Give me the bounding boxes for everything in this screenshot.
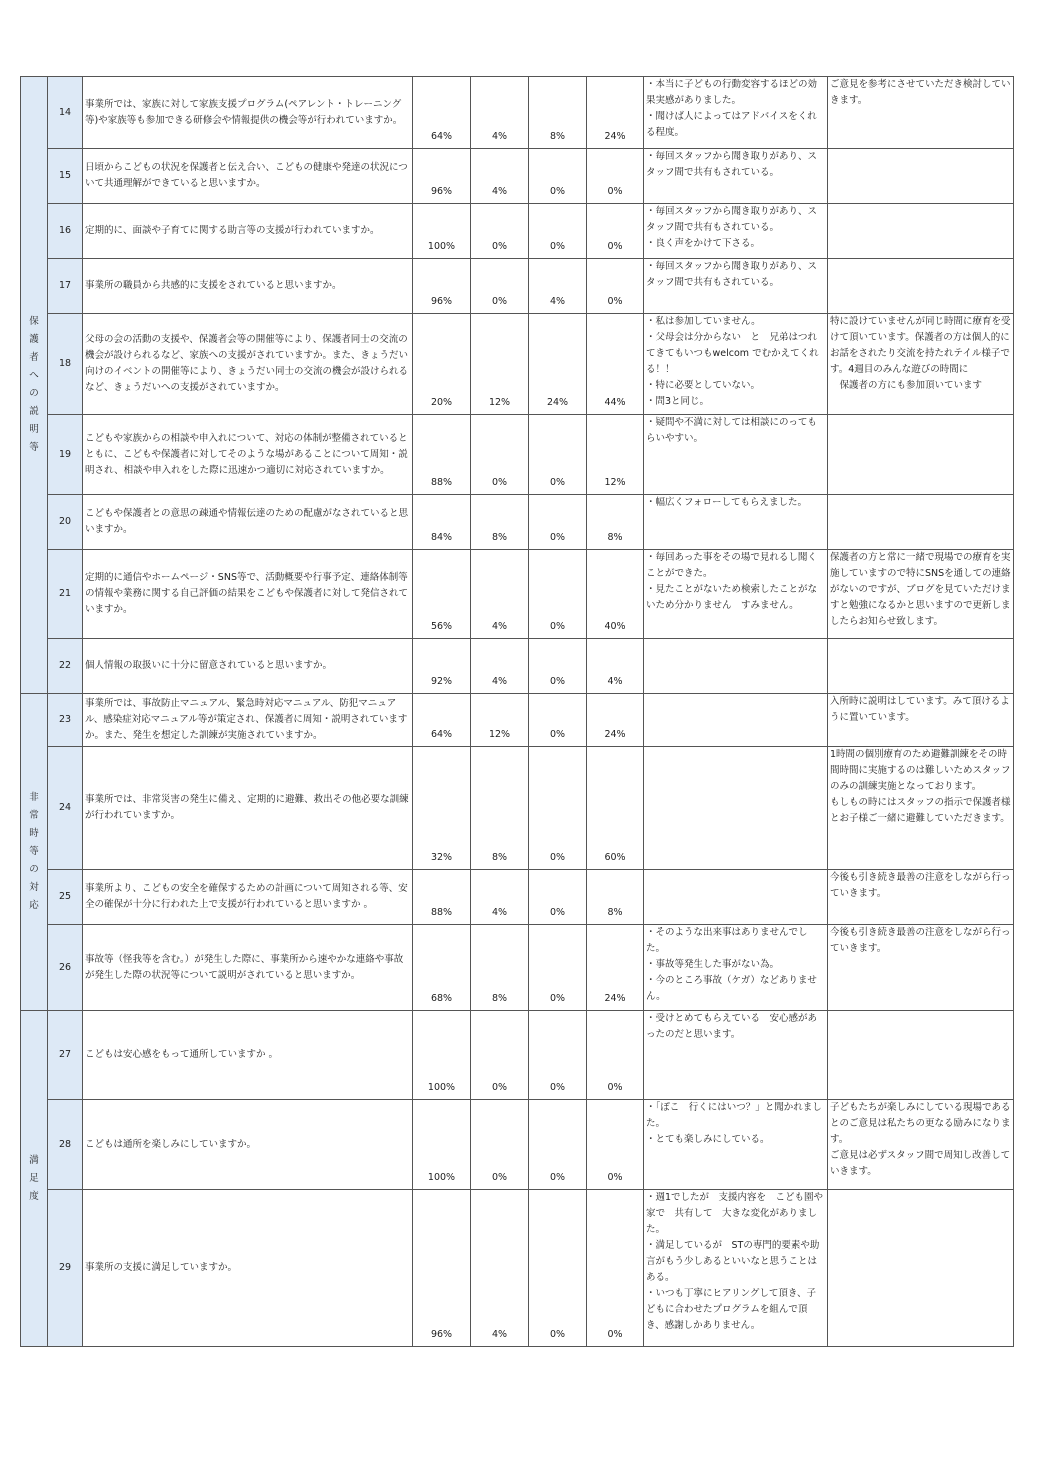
facility-response-cell — [828, 1100, 1014, 1190]
facility-response: 1時間の個別療育のため避難訓練をその時間時間に実施するのは難しいためスタッフのみの訓練実施となっております。 もしもの時にはスタッフの指示で保護者様とお子様ご一緒に避難していただきます。 — [830, 749, 1011, 824]
parent-opinion: ・受けとめてもらえている 安心感があったのだと思います。 — [646, 1013, 818, 1040]
facility-response-cell — [828, 259, 1014, 314]
parent-opinion: ・そのような出来事はありませんでした。 ・事故等発生した事がない為。 ・今のところ事故（ケガ）などありません。 — [646, 927, 817, 1002]
percentage-p3: 0% — [529, 1011, 587, 1100]
table-row — [21, 77, 1014, 149]
item-number: 24 — [48, 747, 83, 870]
facility-response: 今後も引き続き最善の注意をしながら行っていきます。 — [830, 872, 1011, 899]
percentage-p4: 8% — [587, 870, 644, 925]
table-row — [21, 1190, 1014, 1347]
percentage-p2: 4% — [471, 1190, 529, 1347]
percentage-p1: 96% — [413, 1190, 471, 1347]
parent-opinion: ・毎回スタッフから聞き取りがあり、スタッフ間で共有もされている。 — [646, 261, 818, 288]
category-label: 非常時等の対応 — [29, 792, 39, 911]
parent-opinion-cell — [644, 495, 828, 550]
percentage-p3: 0% — [529, 1100, 587, 1190]
facility-response-cell — [828, 1190, 1014, 1347]
percentage-p4: 0% — [587, 1190, 644, 1347]
percentage-p4: 40% — [587, 550, 644, 639]
parent-opinion-cell — [644, 1100, 828, 1190]
table-row — [21, 149, 1014, 204]
facility-response: 保護者の方と常に一緒で現場での療育を実施していますので特にSNSを通しての連絡がないのですが、ブログを見ていただけますと勉強になるかと思いますので更新しましたらお知らせ致します。 — [830, 552, 1011, 627]
percentage-p1: 56% — [413, 550, 471, 639]
percentage-p3: 0% — [529, 925, 587, 1011]
table-row — [21, 1100, 1014, 1190]
percentage-p3: 0% — [529, 694, 587, 747]
percentage-p2: 8% — [471, 925, 529, 1011]
percentage-p2: 8% — [471, 747, 529, 870]
question-text: 事業所では、事故防止マニュアル、緊急時対応マニュアル、防犯マニュアル、感染症対応マニュアル等が策定され、保護者に周知・説明されていますか。また、発生を想定した訓練が実施されていますか。 — [83, 694, 413, 747]
item-number: 26 — [48, 925, 83, 1011]
percentage-p2: 12% — [471, 314, 529, 415]
facility-response-cell — [828, 747, 1014, 870]
item-number: 18 — [48, 314, 83, 415]
item-number: 29 — [48, 1190, 83, 1347]
percentage-p2: 8% — [471, 495, 529, 550]
question-text: 事業所では、家族に対して家族支援プログラム(ペアレント・トレーニング等)や家族等も参加できる研修会や情報提供の機会等が行われていますか。 — [83, 77, 413, 149]
facility-response-cell — [828, 550, 1014, 639]
percentage-p1: 88% — [413, 870, 471, 925]
percentage-p2: 4% — [471, 550, 529, 639]
table-row — [21, 870, 1014, 925]
table-row — [21, 747, 1014, 870]
percentage-p4: 0% — [587, 1011, 644, 1100]
percentage-p2: 4% — [471, 149, 529, 204]
table-row — [21, 694, 1014, 747]
question-text: こどもや保護者との意思の疎通や情報伝達のための配慮がなされていると思いますか。 — [83, 495, 413, 550]
table-row — [21, 314, 1014, 415]
percentage-p1: 64% — [413, 694, 471, 747]
facility-response-cell — [828, 925, 1014, 1011]
parent-opinion-cell — [644, 314, 828, 415]
percentage-p2: 0% — [471, 1100, 529, 1190]
percentage-p1: 84% — [413, 495, 471, 550]
percentage-p1: 88% — [413, 415, 471, 495]
question-text: 定期的に通信やホームページ・SNS等で、活動概要や行事予定、連絡体制等の情報や業務に関する自己評価の結果をこどもや保護者に対して発信されていますか。 — [83, 550, 413, 639]
percentage-p1: 100% — [413, 1100, 471, 1190]
parent-opinion-cell — [644, 550, 828, 639]
percentage-p4: 0% — [587, 259, 644, 314]
table-row — [21, 204, 1014, 259]
percentage-p4: 60% — [587, 747, 644, 870]
parent-opinion-cell — [644, 1190, 828, 1347]
table-row — [21, 495, 1014, 550]
item-number: 20 — [48, 495, 83, 550]
percentage-p4: 0% — [587, 204, 644, 259]
question-text: 事業所では、非常災害の発生に備え、定期的に避難、救出その他必要な訓練が行われていますか。 — [83, 747, 413, 870]
question-text: 事業所より、こどもの安全を確保するための計画について周知される等、安全の確保が十分に行われた上で支援が行われていると思いますか 。 — [83, 870, 413, 925]
percentage-p4: 0% — [587, 149, 644, 204]
facility-response-cell — [828, 1011, 1014, 1100]
percentage-p1: 32% — [413, 747, 471, 870]
percentage-p3: 24% — [529, 314, 587, 415]
parent-opinion-cell — [644, 204, 828, 259]
item-number: 19 — [48, 415, 83, 495]
item-number: 16 — [48, 204, 83, 259]
percentage-p4: 0% — [587, 1100, 644, 1190]
parent-opinion-cell — [644, 415, 828, 495]
percentage-p3: 0% — [529, 204, 587, 259]
category-label: 満足度 — [29, 1154, 39, 1202]
item-number: 21 — [48, 550, 83, 639]
facility-response: 子どもたちが楽しみにしている現場であるとのご意見は私たちの更なる励みになります。 ご意見は必ずスタッフ間で周知し改善していきます。 — [830, 1102, 1011, 1177]
item-number: 22 — [48, 639, 83, 694]
parent-opinion-cell — [644, 925, 828, 1011]
parent-opinion-cell — [644, 1011, 828, 1100]
evaluation-table — [20, 76, 1014, 1347]
percentage-p1: 64% — [413, 77, 471, 149]
percentage-p2: 4% — [471, 870, 529, 925]
category-cell — [21, 1011, 48, 1347]
facility-response-cell — [828, 495, 1014, 550]
parent-opinion: ・週1でしたが 支援内容を こども園や家で 共有して 大きな変化がありました。 ・満足しているが STの専門的要素や助言がもう少しあるといいなと思うことはある。 ・いつも丁寧にヒアリングして頂き、子どもに合わせたプログラムを組んで頂き、感謝しかありません。 — [646, 1192, 824, 1331]
table-row — [21, 1011, 1014, 1100]
facility-response: 特に設けていませんが同じ時間に療育を受けて頂いています。保護者の方は個人的にお話をされたり交流を持たれテイル様子です。4週目のみんな遊びの時間に 保護者の方にも参加頂いています — [830, 316, 1011, 391]
question-text: 事業所の職員から共感的に支援をされていると思いますか。 — [83, 259, 413, 314]
parent-opinion: ・幅広くフォローしてもらえました。 — [646, 497, 808, 508]
percentage-p3: 0% — [529, 495, 587, 550]
facility-response-cell — [828, 694, 1014, 747]
parent-opinion-cell — [644, 694, 828, 747]
question-text: 日頃からこどもの状況を保護者と伝え合い、こどもの健康や発達の状況について共通理解ができていると思いますか。 — [83, 149, 413, 204]
facility-response-cell — [828, 314, 1014, 415]
question-text: こどもは通所を楽しみにしていますか。 — [83, 1100, 413, 1190]
percentage-p3: 0% — [529, 870, 587, 925]
item-number: 28 — [48, 1100, 83, 1190]
percentage-p1: 100% — [413, 204, 471, 259]
evaluation-table-body — [21, 77, 1014, 1347]
parent-opinion: ・毎回あった事をその場で見れるし聞くことができた。 ・見たことがないため検索したことがないため分かりません すみません。 — [646, 552, 818, 611]
category-cell — [21, 77, 48, 694]
facility-response: ご意見を参考にさせていただき検討していきます。 — [830, 79, 1011, 106]
table-row — [21, 639, 1014, 694]
question-text: 個人情報の取扱いに十分に留意されていると思いますか。 — [83, 639, 413, 694]
percentage-p2: 0% — [471, 259, 529, 314]
percentage-p4: 24% — [587, 694, 644, 747]
percentage-p2: 12% — [471, 694, 529, 747]
parent-opinion: ・私は参加していません。 ・父母会は分からない と 兄弟はつれてきてもいつもwelcom でむかえてくれる！！ ・特に必要としていない。 ・問3と同じ。 — [646, 316, 819, 407]
percentage-p1: 92% — [413, 639, 471, 694]
percentage-p1: 20% — [413, 314, 471, 415]
parent-opinion-cell — [644, 639, 828, 694]
percentage-p1: 68% — [413, 925, 471, 1011]
percentage-p4: 44% — [587, 314, 644, 415]
percentage-p3: 4% — [529, 259, 587, 314]
facility-response-cell — [828, 415, 1014, 495]
percentage-p4: 4% — [587, 639, 644, 694]
percentage-p3: 0% — [529, 747, 587, 870]
item-number: 17 — [48, 259, 83, 314]
percentage-p2: 0% — [471, 415, 529, 495]
question-text: 定期的に、面談や子育てに関する助言等の支援が行われていますか。 — [83, 204, 413, 259]
table-row — [21, 415, 1014, 495]
parent-opinion-cell — [644, 747, 828, 870]
facility-response-cell — [828, 870, 1014, 925]
parent-opinion-cell — [644, 149, 828, 204]
item-number: 23 — [48, 694, 83, 747]
question-text: こどもや家族からの相談や申入れについて、対応の体制が整備されているとともに、こどもや保護者に対してそのような場があることについて周知・説明され、相談や申入れをした際に迅速かつ適切に対応されていますか。 — [83, 415, 413, 495]
facility-response: 今後も引き続き最善の注意をしながら行っていきます。 — [830, 927, 1011, 954]
percentage-p1: 100% — [413, 1011, 471, 1100]
percentage-p1: 96% — [413, 149, 471, 204]
percentage-p3: 0% — [529, 149, 587, 204]
percentage-p3: 0% — [529, 1190, 587, 1347]
question-text: 事故等（怪我等を含む。）が発生した際に、事業所から速やかな連絡や事故が発生した際の状況等について説明がされていると思いますか。 — [83, 925, 413, 1011]
percentage-p3: 0% — [529, 639, 587, 694]
facility-response-cell — [828, 149, 1014, 204]
percentage-p3: 0% — [529, 550, 587, 639]
question-text: 事業所の支援に満足していますか。 — [83, 1190, 413, 1347]
percentage-p4: 8% — [587, 495, 644, 550]
facility-response-cell — [828, 204, 1014, 259]
facility-response: 入所時に説明はしています。みて頂けるように置いています。 — [830, 696, 1010, 723]
item-number: 25 — [48, 870, 83, 925]
facility-response-cell — [828, 77, 1014, 149]
item-number: 14 — [48, 77, 83, 149]
percentage-p3: 8% — [529, 77, 587, 149]
parent-opinion-cell — [644, 870, 828, 925]
category-label: 保護者への説明等 — [29, 316, 39, 453]
percentage-p2: 4% — [471, 77, 529, 149]
parent-opinion: ・「ぽこ 行くにはいつ？」と聞かれました。 ・とても楽しみにしている。 — [646, 1102, 822, 1145]
percentage-p1: 96% — [413, 259, 471, 314]
table-row — [21, 925, 1014, 1011]
category-cell — [21, 694, 48, 1011]
percentage-p4: 24% — [587, 77, 644, 149]
question-text: 父母の会の活動の支援や、保護者会等の開催等により、保護者同士の交流の機会が設けられるなど、家族への支援がされていますか。また、きょうだい向けのイベントの開催等により、きょうだい同士の交流の機会が設けられるなど、きょうだいへの支援がされていますか。 — [83, 314, 413, 415]
facility-response-cell — [828, 639, 1014, 694]
item-number: 27 — [48, 1011, 83, 1100]
parent-opinion: ・毎回スタッフから聞き取りがあり、スタッフ間で共有もされている。 ・良く声をかけて下さる。 — [646, 206, 818, 249]
question-text: こどもは安心感をもって通所していますか 。 — [83, 1011, 413, 1100]
percentage-p2: 0% — [471, 1011, 529, 1100]
table-row — [21, 550, 1014, 639]
parent-opinion: ・毎回スタッフから聞き取りがあり、スタッフ間で共有もされている。 — [646, 151, 818, 178]
percentage-p4: 12% — [587, 415, 644, 495]
percentage-p2: 0% — [471, 204, 529, 259]
item-number: 15 — [48, 149, 83, 204]
percentage-p2: 4% — [471, 639, 529, 694]
table-row — [21, 259, 1014, 314]
parent-opinion: ・疑問や不満に対しては相談にのってもらいやすい。 — [646, 417, 817, 444]
parent-opinion: ・本当に子どもの行動変容するほどの効果実感がありました。 ・聞けば人によってはアドバイスをくれる程度。 — [646, 79, 818, 138]
parent-opinion-cell — [644, 77, 828, 149]
parent-opinion-cell — [644, 259, 828, 314]
percentage-p4: 24% — [587, 925, 644, 1011]
percentage-p3: 0% — [529, 415, 587, 495]
